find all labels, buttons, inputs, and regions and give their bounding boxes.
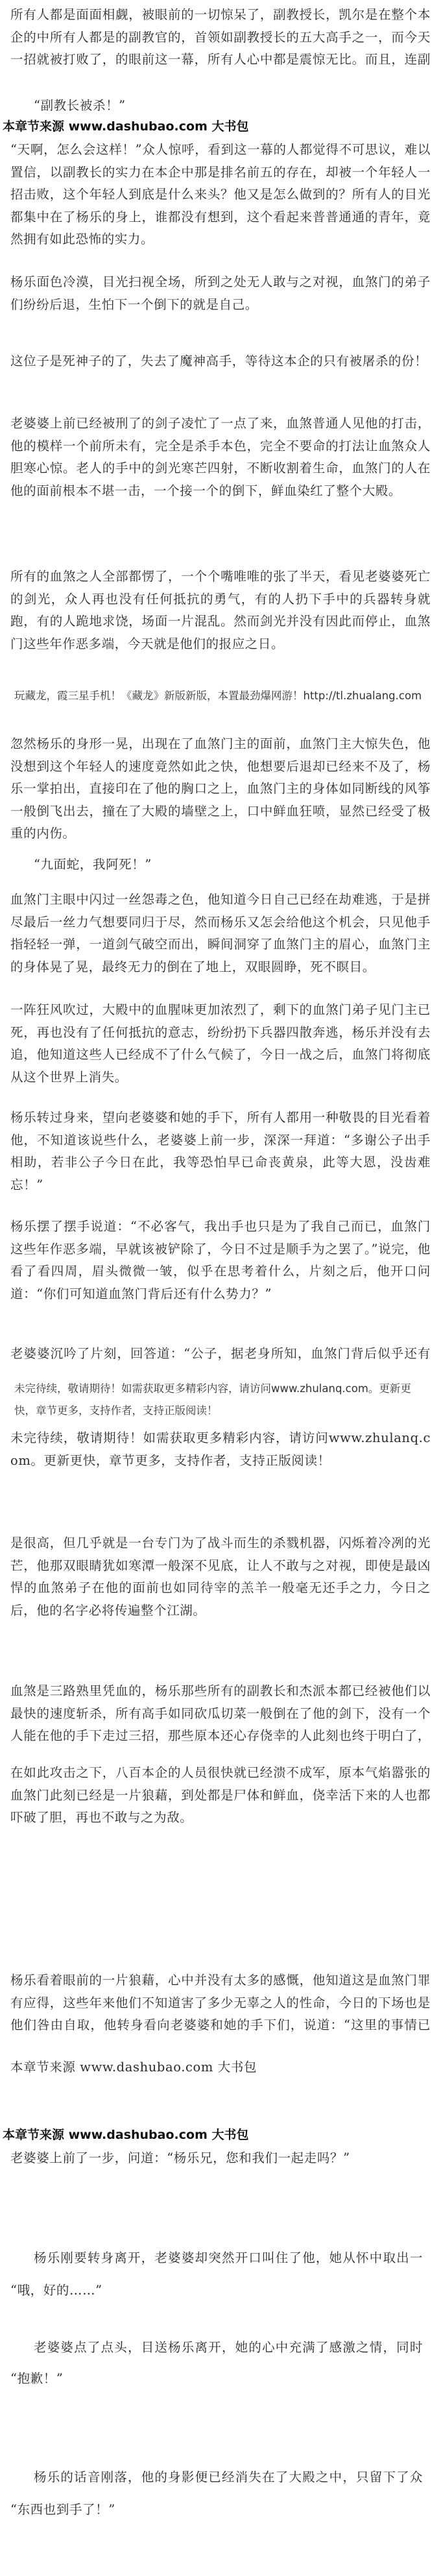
paragraph: 本章节来源 www.dashubao.com 大书包 <box>10 2060 257 2075</box>
paragraph: 杨乐沉思了片刻，摇了摇头说道：“不了，我还有其他的事情要做，就不和你们一起了，而且血煞门背后的那个组织既然存在，我也想要去会一会他们，看看到底是什么样的人在背后操控这一切。” <box>10 2235 101 2236</box>
paragraph: 这位子是死神子的了，失去了魔神高手，等待这本企的只有被屠杀的份！ <box>10 354 428 368</box>
paragraph: 未完待续，敬请期待！如需获取更多精彩内容，请访问www.zhulanq.com。更新更快，章节更多，支持作者，支持正版阅读！ <box>10 1430 431 1468</box>
paragraph: 红几乃至剑神都是被拐到有的身后，大成算是红几，或许斩的变。 <box>10 1366 41 1367</box>
game-ad-link[interactable] <box>14 685 429 707</box>
dialogue-line: 老婆婆点了点头，目送杨乐离开，她的心中充满了感激之情，同时 <box>34 2340 423 2355</box>
paragraph: “哦，好的……” <box>10 2283 102 2298</box>
source-banner[interactable] <box>3 2125 438 2145</box>
paragraph: 血煞是三路熟里凭血的，杨乐那些所有的副教长和杰派本都已经被他们以最快的速度斩杀，所有高手如同砍瓜切菜一般倒在了他的剑下，没有一个人能在他的手下走过三招，那些原本还心存侥幸的人此刻也终于明白了， <box>10 1683 431 1743</box>
paragraph: 在如此攻击之下，八百本企的人员很快就已经溃不成军，原本气焰嚣张的血煞门此刻已经是一片狼藉，到处都是尸体和鲜血，侥幸活下来的人也都吓破了胆，再也不敢与之为敌。 <box>10 1765 431 1825</box>
paragraph: 杨乐点了点头说道：“这样也好，不过你们要小心，血煞门背后的那个组织恐怕不会善罢甘休，他们很可能会派人前来报复，你们最好还是早做准备。”老婆婆郑重的点了点头，表示会多加小心。 <box>10 2037 99 2038</box>
paragraph: 所有人都是面面相觑，被眼前的一切惊呆了，副教授长，凯尔是在整个本企的中所有人都是的副教官的，首领如副教授长的五大高手之一，而今天一招就被打败了，的眼前这一幕，所有人心中都是震惊无比。而且，连副 <box>10 7 431 67</box>
dialogue-line: “九面蛇，我阿死！” <box>34 857 152 872</box>
game-ad-text: 玩藏龙，霞三星手机！《藏龙》新版新版，本置最劲爆网游！http://tl.zhualang.com <box>14 690 422 702</box>
dialogue-line: 杨乐刚要转身离开，老婆婆却突然开口叫住了他，她从怀中取出一 <box>34 2250 423 2265</box>
paragraph: 血煞门主眼中闪过一丝怨毒之色，他知道今日自己已经在劫难逃，于是拼尽最后一丝力气想要同归于尽，然而杨乐又怎会给他这个机会，只见他手指轻轻一弹，一道剑气破空而出，瞬间洞穿了血煞门主的眉心，血煞门主的身体晃了晃，最终无力的倒在了地上，双眼圆睁，死不瞑目。 <box>10 892 431 974</box>
paragraph: “东西也到手了！” <box>10 2502 115 2517</box>
paragraph: 一阵狂风吹过，大殿中的血腥味更加浓烈了，剩下的血煞门弟子见门主已死，再也没有了任何抵抗的意志，纷纷扔下兵器四散奔逃，杨乐并没有去追，他知道这些人已经成不了什么气候了，今日一战之后，血煞门将彻底从这个世界上消失。 <box>10 1002 431 1085</box>
paragraph: “天啊，怎么会这样！”众人惊呼，看到这一幕的人都觉得不可思议，难以置信，以副教长的实力在本企中那是排名前五的存在，却被一个年轻人一招击败，这个年轻人到底是什么来头？他又是怎么做到的？所有人的目光都集中在了杨乐的身上，谁都没有想到，这个看起来普普通通的青年，竟然拥有如此恐怖的实力。 <box>10 142 431 247</box>
paragraph: “抱歉！” <box>10 2371 64 2386</box>
paragraph: 杨乐看着眼前的一片狼藉，心中并没有太多的感慨，他知道这是血煞门罪有应得，这些年来他们不知道害了多少无辜之人的性命，今日的下场也是他们咎由自取，他转身看向老婆婆和她的手下们，说道：“这里的事情已 <box>10 1973 431 2032</box>
continue-notice-text: 未完待续，敬请期待！如需获取更多精彩内容，请访问www.zhulanq.com。更新更快，章节更多，支持作者，支持正版阅读！ <box>14 1382 411 1417</box>
source-banner-text: 本章节来源 www.dashubao.com 大书包 <box>3 119 249 134</box>
paragraph: 杨乐面色冷漠，目光扫视全场，所到之处无人敢与之对视，血煞门的弟子们纷纷后退，生怕下一个倒下的就是自己。 <box>10 274 431 312</box>
continue-notice[interactable] <box>14 1378 429 1422</box>
paragraph: 老婆婆沉吟了片刻，回答道：“公子，据老身所知，血煞门背后似乎还有 <box>10 1346 431 1361</box>
paragraph: 本章节来源 www.dashubao.com 大书包 <box>10 1327 33 1328</box>
paragraph: 杨乐摆了摆手说道：“不必客气，我出手也只是为了我自己而已，血煞门这些年作恶多端，早就该被铲除了，今日不过是顺手为之罢了。”说完，他看了看四周，眉头微微一皱，似乎在思考着什么，片刻之后，他开口问道：“你们可知道血煞门背后还有什么势力？” <box>10 1219 431 1301</box>
paragraph: 忽然杨乐的身形一晃，出现在了血煞门主的面前，血煞门主大惊失色，他没想到这个年轻人的速度竟然如此之快，他想要后退却已经来不及了，杨乐一掌拍出，直接印在了他的胸口之上，血煞门主的身体如同断线的风筝一般倒飞出去，撞在了大殿的墙壁之上，口中鲜血狂喷，显然已经受了极重的内伤。 <box>10 736 431 841</box>
paragraph: 老婆婆上前已经被刑了的剑子凌忙了一点了来，血煞普通人见他的打击，他的模样一个前所未有，完全是杀手本色，完全不要命的打法让血煞众人胆寒心惊。老人的手中的剑光寒芒四射，不断收割着生命，血煞门的人在他的面前根本不堪一击，一个接一个的倒下，鲜血染红了整个大殿。 <box>10 416 431 498</box>
paragraph: 杨乐转过身来，望向老婆婆和她的手下，所有人都用一种敬畏的目光看着他，不知道该说些什么，老婆婆上前一步，深深一拜道：“多谢公子出手相助，若非公子今日在此，我等恐怕早已命丧黄泉，此等大恩，没齿难忘！” <box>10 1110 431 1192</box>
source-banner[interactable] <box>3 117 438 136</box>
paragraph: 所有的血煞之人全部都愣了，一个个嘴唯唯的张了半天，看见老婆婆死亡的剑光，众人再也没有任何抵抗的勇气，有的人扔下手中的兵器转身就跑，有的人跪地求饶，场面一片混乱。然而剑光并没有因此而停止，血煞门这些年作恶多端，今天就是他们的报应之日。 <box>10 569 431 651</box>
paragraph: 老婆婆上前了一步，问道：“杨乐兄，您和我们一起走吗？” <box>10 2150 350 2165</box>
dialogue-line: “副教长被杀！” <box>34 98 126 113</box>
paragraph: 是很高，但几乎就是一台专门为了战斗而生的杀戮机器，闪烁着冷冽的光芒，他那双眼睛犹如寒潭一般深不见底，让人不敢与之对视，即使是最凶悍的血煞弟子在他的面前也如同待宰的羔羊一般毫无还手之力，今日之后，他的名字必将传遍整个江湖。 <box>10 1535 431 1618</box>
dialogue-line: 杨乐的话音刚落，他的身影便已经消失在了大殿之中，只留下了众 <box>34 2470 423 2485</box>
source-banner-text: 本章节来源 www.dashubao.com 大书包 <box>3 2128 249 2142</box>
